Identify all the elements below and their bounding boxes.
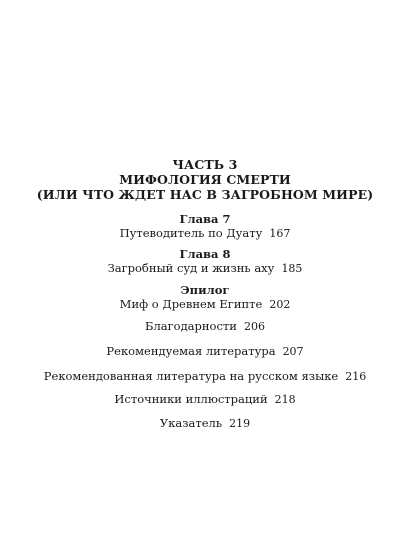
toc-entry-epilogue	[0, 283, 410, 312]
entry-title: Благодарности	[145, 319, 237, 333]
entry-title: Рекомендуемая литература	[106, 344, 276, 358]
page-number: 216	[345, 370, 367, 383]
part-number: ЧАСТЬ 3	[172, 157, 238, 172]
chapter-label: Глава 8	[179, 247, 231, 261]
page-number: 202	[269, 298, 291, 311]
toc-entry-illustration-sources	[0, 392, 410, 407]
page-number: 185	[281, 262, 303, 275]
page-number: 219	[229, 417, 251, 430]
toc-entry-chapter-7	[0, 212, 410, 241]
part-title: МИФОЛОГИЯ СМЕРТИ	[119, 172, 291, 187]
part-subtitle: (ИЛИ ЧТО ЖДЕТ НАС В ЗАГРОБНОМ МИРЕ)	[36, 187, 374, 202]
toc-entry-index	[0, 416, 410, 431]
chapter-title: Загробный суд и жизнь аху	[107, 261, 275, 275]
epilogue-title: Миф о Древнем Египте	[119, 297, 263, 311]
entry-title: Источники иллюстраций	[114, 392, 268, 406]
toc-entry-acknowledgements	[0, 319, 410, 334]
page-number: 218	[274, 393, 296, 406]
chapter-label: Глава 7	[179, 212, 231, 226]
toc-entry-chapter-8	[0, 247, 410, 276]
page-number: 167	[269, 227, 291, 240]
chapter-title: Путеводитель по Дуату	[119, 226, 263, 240]
toc-entry-recommended-literature	[0, 344, 410, 359]
entry-title: Рекомендованная литература на русском языке	[43, 369, 339, 383]
entry-title: Указатель	[159, 416, 223, 430]
part-heading	[0, 157, 410, 202]
epilogue-label: Эпилог	[180, 283, 230, 297]
page-number: 206	[243, 320, 265, 333]
page-number: 207	[282, 345, 304, 358]
toc-entry-recommended-literature-ru	[0, 369, 410, 384]
